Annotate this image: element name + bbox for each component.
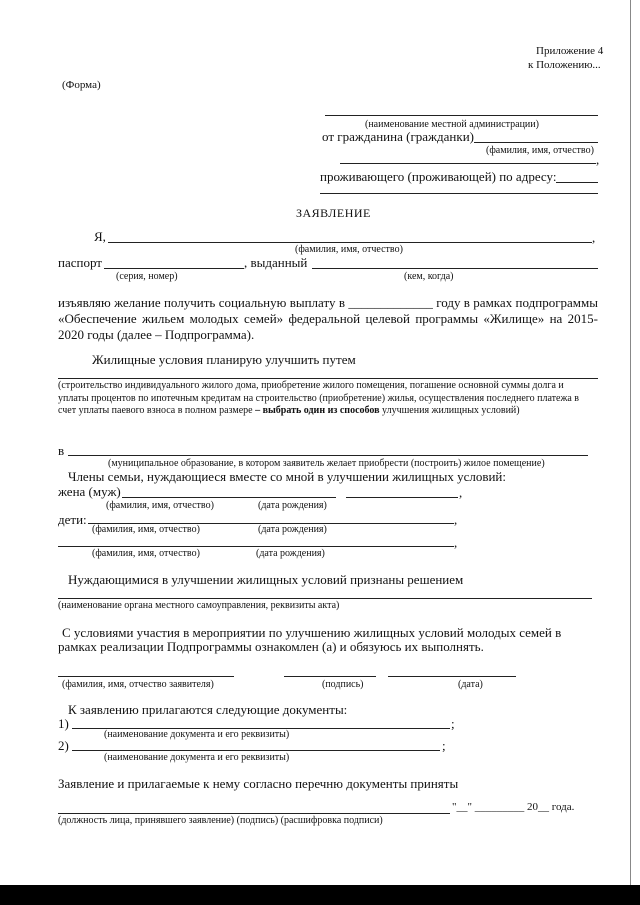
comma: ,	[596, 152, 600, 167]
issued-by-line[interactable]	[312, 268, 598, 269]
comma: ,	[592, 230, 596, 245]
signature-caption: (подпись)	[322, 679, 364, 690]
housing-plan-label: Жилищные условия планирую улучшить путем	[92, 352, 356, 367]
form-label: (Форма)	[62, 79, 101, 91]
citizen-fio-caption: (фамилия, имя, отчество)	[486, 145, 594, 156]
child-2-dob-caption: (дата рождения)	[256, 548, 325, 559]
citizen-name-line[interactable]	[474, 142, 598, 143]
applicant-fio-caption: (фамилия, имя, отчество)	[295, 244, 403, 255]
residing-label: проживающего (проживающей) по адресу:	[320, 169, 557, 184]
document-2-caption: (наименование документа и его реквизиты)	[104, 752, 290, 763]
child-2-line[interactable]	[58, 546, 454, 547]
applicant-date-line[interactable]	[388, 676, 516, 677]
applicant-fio-caption: (фамилия, имя, отчество заявителя)	[62, 679, 214, 690]
housing-method-caption	[58, 380, 593, 418]
comma: ,	[454, 512, 458, 527]
spouse-fio-caption: (фамилия, имя, отчество)	[106, 500, 214, 511]
comma: ,	[454, 535, 458, 550]
document-title: ЗАЯВЛЕНИЕ	[296, 206, 371, 220]
municipality-caption: (муниципальное образование, в котором заявитель желает приобрести (построить) жилое помещение)	[108, 458, 545, 469]
comma: ,	[459, 485, 463, 500]
in-label: в	[58, 443, 65, 458]
passport-number-line[interactable]	[104, 268, 244, 269]
document-2-number: 2)	[58, 738, 69, 753]
applicant-fio-line[interactable]	[58, 676, 234, 677]
documents-heading: К заявлению прилагаются следующие документы:	[68, 702, 348, 717]
acceptance-date: "__" _________ 20__ года.	[452, 801, 575, 813]
receiver-caption: (должность лица, принявшего заявление) (подпись) (расшифровка подписи)	[58, 815, 383, 826]
authority-caption: (наименование органа местного самоуправления, реквизиты акта)	[58, 600, 340, 611]
appendix-number: Приложение 4	[536, 45, 604, 57]
children-label: дети:	[58, 512, 87, 527]
housing-method-line[interactable]	[58, 378, 598, 379]
child-2-fio-caption: (фамилия, имя, отчество)	[92, 548, 200, 559]
spouse-label: жена (муж)	[58, 484, 121, 499]
housing-caption-tail: улучшения жилищных условий)	[379, 405, 520, 416]
issued-label: , выданный	[244, 255, 308, 270]
accepted-label: Заявление и прилагаемые к нему согласно перечню документы приняты	[58, 776, 459, 791]
spouse-name-line[interactable]	[122, 497, 336, 498]
applicant-name-line[interactable]	[108, 242, 592, 243]
authority-line[interactable]	[58, 598, 592, 599]
conditions-line-1: С условиями участия в мероприятии по улучшению жилищных условий молодых семей в	[62, 625, 562, 640]
intent-paragraph: изъявляю желание получить социальную выплату в _____________ году в рамках подпрограммы «Обеспечение жильем молодых семей» федеральной целевой программы «Жилище» на 2015-2020 годы (далее – Подпрограмма).	[58, 295, 598, 342]
spouse-dob-line[interactable]	[346, 497, 458, 498]
i-label: Я,	[94, 229, 106, 244]
document-2-line[interactable]	[72, 750, 440, 751]
applicant-signature-line[interactable]	[284, 676, 376, 677]
family-heading: Члены семьи, нуждающиеся вместе со мной в улучшении жилищных условий:	[68, 469, 507, 484]
from-citizen-label: от гражданина (гражданки)	[322, 129, 474, 144]
scan-edge	[630, 0, 631, 885]
municipality-line[interactable]	[68, 455, 588, 456]
document-1-end: ;	[451, 716, 455, 731]
passport-label: паспорт	[58, 255, 102, 270]
housing-caption-emphasis: – выбрать один из способов	[252, 405, 380, 416]
child-1-fio-caption: (фамилия, имя, отчество)	[92, 524, 200, 535]
appendix-reference: к Положению...	[528, 59, 601, 71]
conditions-line-2: рамках реализации Подпрограммы ознакомлен (а) и обязуюсь их выполнять.	[58, 639, 484, 654]
spouse-dob-caption: (дата рождения)	[258, 500, 327, 511]
issued-by-caption: (кем, когда)	[404, 271, 454, 282]
scan-bottom-border	[0, 885, 640, 905]
admin-name-caption: (наименование местной администрации)	[365, 119, 539, 130]
document-2-end: ;	[442, 738, 446, 753]
address-line[interactable]	[556, 182, 598, 183]
address-line-2[interactable]	[320, 193, 598, 194]
document-1-caption: (наименование документа и его реквизиты)	[104, 729, 290, 740]
child-1-dob-caption: (дата рождения)	[258, 524, 327, 535]
admin-name-line[interactable]	[325, 115, 598, 116]
housing-caption-main: (строительство индивидуального жилого дома, приобретение жилого помещения, погашение основной суммы долга и уплаты процентов по ипотечным кредитам на строительство (приобретение) жилья, осуществления последнего платежа в счет уплаты паевого взноса в полном размере	[58, 380, 580, 416]
receiver-line[interactable]	[58, 813, 450, 814]
recognized-label: Нуждающимися в улучшении жилищных условий признаны решением	[68, 572, 464, 587]
date-caption: (дата)	[458, 679, 483, 690]
passport-series-caption: (серия, номер)	[116, 271, 178, 282]
document-1-number: 1)	[58, 716, 69, 731]
citizen-name-line-2[interactable]	[340, 163, 596, 164]
